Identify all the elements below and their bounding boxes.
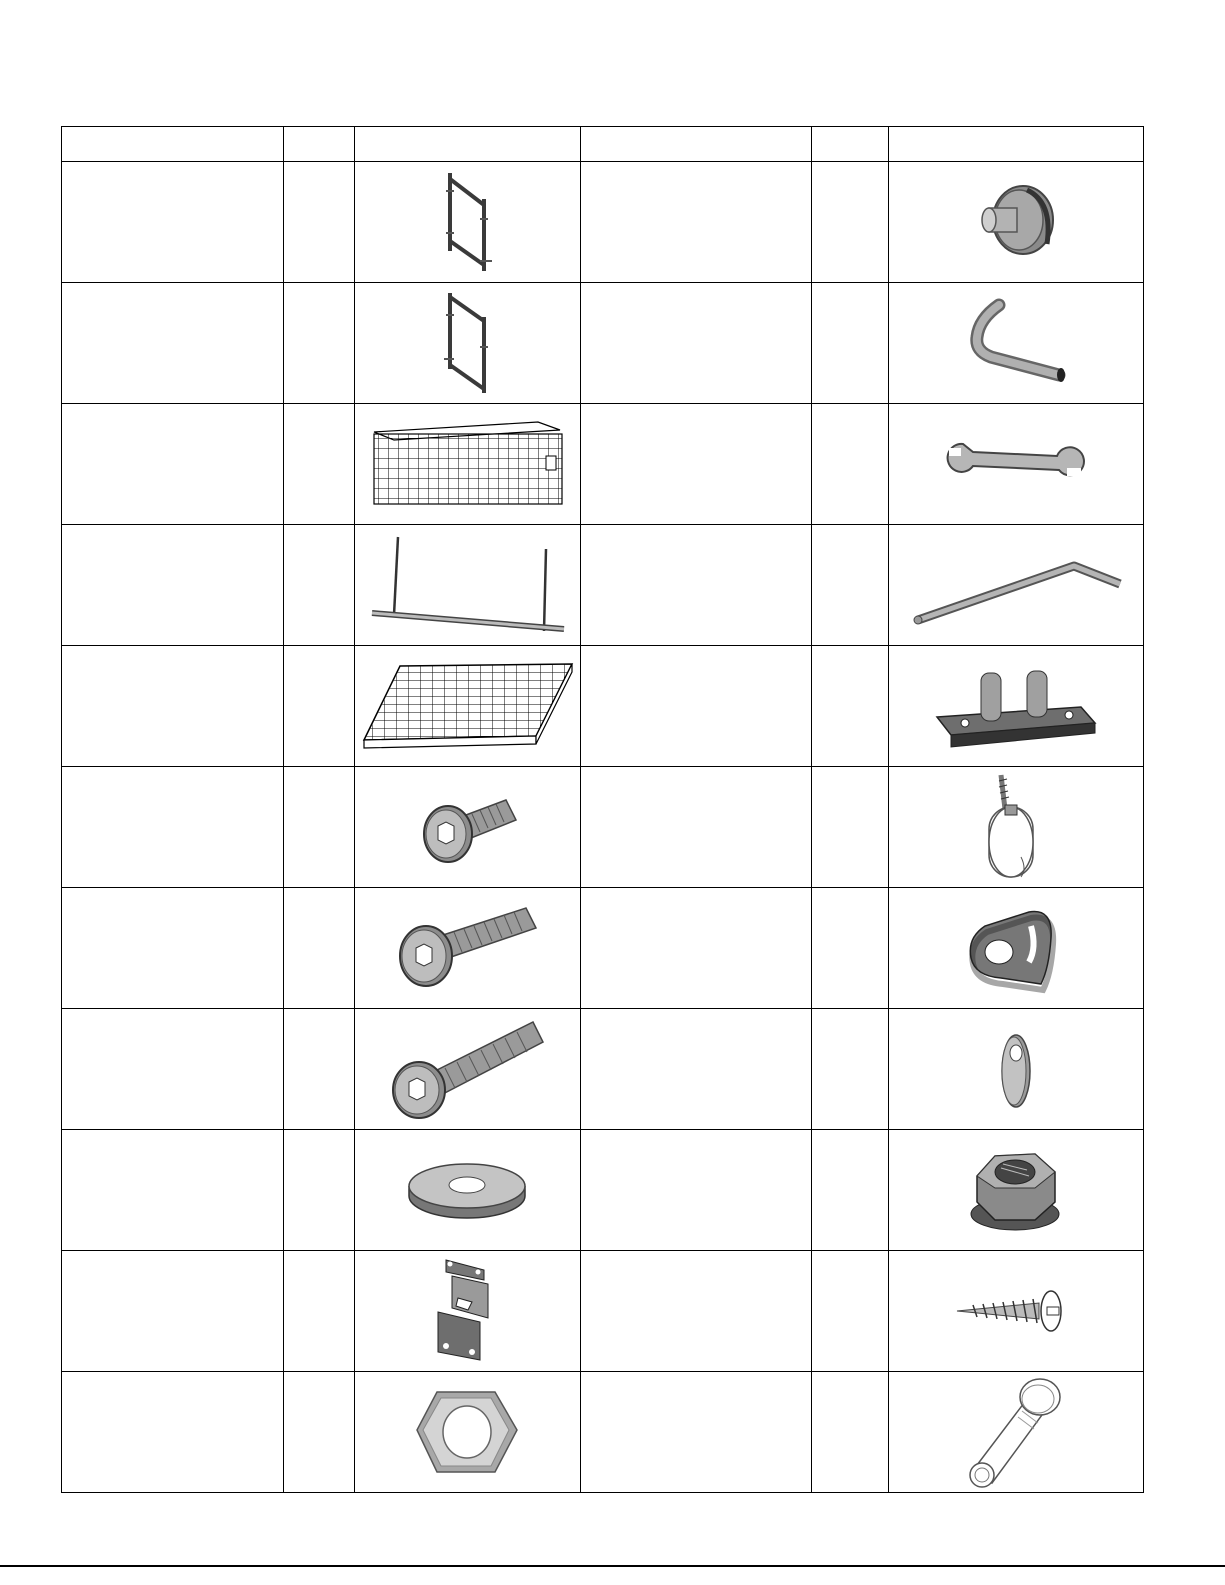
table-row (62, 1251, 1144, 1372)
part-image-cell (889, 767, 1144, 888)
part-image-cell (889, 1009, 1144, 1130)
table-row (62, 1372, 1144, 1493)
part-name-cell (581, 283, 812, 404)
header-part-name (62, 127, 284, 162)
part-image-cell (355, 525, 581, 646)
open-end-wrench-icon (941, 434, 1091, 494)
wood-screw-icon (951, 1281, 1081, 1341)
part-name-cell (581, 525, 812, 646)
part-qty-cell (284, 767, 355, 888)
parts-table (61, 126, 1144, 1493)
part-qty-cell (812, 767, 889, 888)
header-quantity-2 (812, 127, 889, 162)
part-qty-cell (812, 646, 889, 767)
part-image-cell (355, 404, 581, 525)
z-bracket-icon (428, 1256, 508, 1366)
part-qty-cell (284, 1372, 355, 1493)
part-name-cell (581, 162, 812, 283)
part-image-cell (355, 283, 581, 404)
part-image-cell (355, 1372, 581, 1493)
part-image-cell (889, 1372, 1144, 1493)
part-qty-cell (812, 1251, 889, 1372)
table-row (62, 888, 1144, 1009)
part-qty-cell (284, 283, 355, 404)
part-image-cell (355, 888, 581, 1009)
part-name-cell (581, 1009, 812, 1130)
part-image-cell (355, 162, 581, 283)
part-name-cell (581, 1372, 812, 1493)
part-name-cell (62, 162, 284, 283)
footer-divider (0, 1565, 1225, 1567)
header-image (355, 127, 581, 162)
gate-frame-icon (428, 167, 508, 277)
part-qty-cell (284, 1130, 355, 1251)
medium-socket-bolt-icon (388, 900, 548, 996)
part-name-cell (581, 888, 812, 1009)
table-row (62, 767, 1144, 888)
barrel-nut-icon (956, 1373, 1076, 1491)
part-name-cell (581, 767, 812, 888)
table-row (62, 283, 1144, 404)
part-qty-cell (284, 525, 355, 646)
part-name-cell (62, 1130, 284, 1251)
door-frame-icon (428, 287, 508, 399)
part-image-cell (889, 646, 1144, 767)
part-qty-cell (284, 162, 355, 283)
part-qty-cell (812, 1009, 889, 1130)
part-image-cell (355, 1251, 581, 1372)
header-part-name-2 (581, 127, 812, 162)
part-image-cell (355, 1009, 581, 1130)
header-quantity (284, 127, 355, 162)
double-pipe-clamp-icon (931, 661, 1101, 751)
part-image-cell (889, 1251, 1144, 1372)
part-image-cell (355, 646, 581, 767)
wire-tray-icon (360, 656, 576, 756)
latch-clip-icon (961, 898, 1071, 998)
table-row (62, 1130, 1144, 1251)
part-name-cell (62, 525, 284, 646)
caster-bushing-icon (961, 172, 1071, 272)
part-image-cell (889, 888, 1144, 1009)
cam-lock-icon (961, 769, 1071, 885)
part-name-cell (62, 1372, 284, 1493)
part-qty-cell (284, 646, 355, 767)
u-bar-handle-icon (368, 533, 568, 637)
long-socket-bolt-icon (383, 1014, 553, 1124)
bent-tube-icon (951, 293, 1081, 393)
part-qty-cell (284, 1009, 355, 1130)
table-row (62, 162, 1144, 283)
flat-washer-icon (403, 1150, 533, 1230)
table-header-row (62, 127, 1144, 162)
part-qty-cell (812, 162, 889, 283)
part-name-cell (62, 888, 284, 1009)
small-washer-icon (986, 1019, 1046, 1119)
part-qty-cell (284, 1251, 355, 1372)
part-name-cell (581, 646, 812, 767)
part-image-cell (889, 525, 1144, 646)
part-qty-cell (812, 888, 889, 1009)
part-qty-cell (284, 404, 355, 525)
part-name-cell (62, 646, 284, 767)
table-row (62, 404, 1144, 525)
part-qty-cell (812, 1372, 889, 1493)
flange-nut-icon (961, 1140, 1071, 1240)
part-qty-cell (812, 283, 889, 404)
allen-key-icon (906, 540, 1126, 630)
part-image-cell (889, 162, 1144, 283)
table-row (62, 525, 1144, 646)
short-socket-bolt-icon (408, 782, 528, 872)
mesh-panel-box-icon (368, 418, 568, 510)
part-image-cell (355, 1130, 581, 1251)
part-image-cell (889, 283, 1144, 404)
part-name-cell (62, 767, 284, 888)
part-image-cell (889, 1130, 1144, 1251)
part-qty-cell (812, 404, 889, 525)
hex-nut-icon (413, 1384, 523, 1480)
part-name-cell (581, 404, 812, 525)
header-image-2 (889, 127, 1144, 162)
part-image-cell (889, 404, 1144, 525)
part-image-cell (355, 767, 581, 888)
parts-list-sheet (61, 126, 1143, 1493)
part-name-cell (62, 404, 284, 525)
part-name-cell (581, 1130, 812, 1251)
table-row (62, 1009, 1144, 1130)
part-qty-cell (284, 888, 355, 1009)
part-qty-cell (812, 1130, 889, 1251)
table-row (62, 646, 1144, 767)
part-name-cell (581, 1251, 812, 1372)
part-name-cell (62, 1009, 284, 1130)
part-name-cell (62, 283, 284, 404)
part-name-cell (62, 1251, 284, 1372)
part-qty-cell (812, 525, 889, 646)
